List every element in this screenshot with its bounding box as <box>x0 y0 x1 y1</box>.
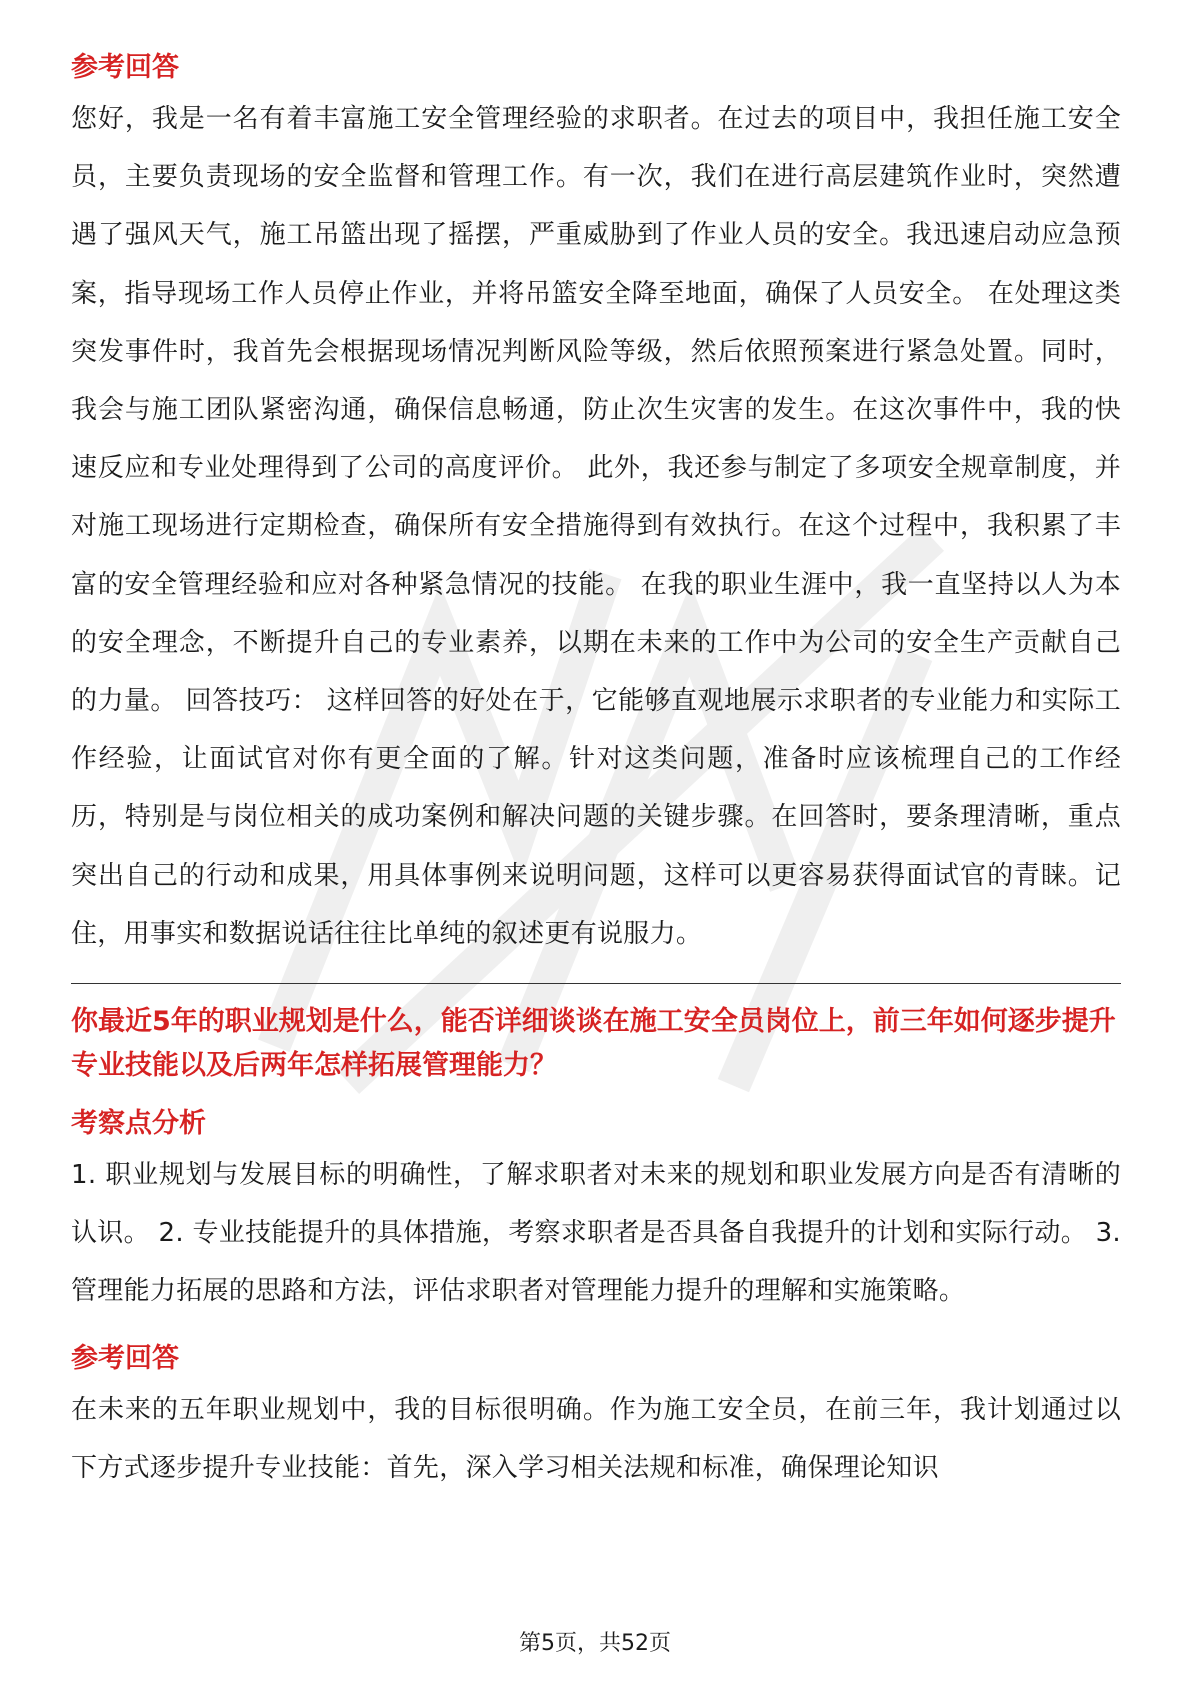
reference-answer-body: 您好，我是一名有着丰富施工安全管理经验的求职者。在过去的项目中，我担任施工安全员，主要负责现场的安全监督和管理工作。有一次，我们在进行高层建筑作业时，突然遭遇了强风天气，施工吊篮出现了摇摆，严重威胁到了作业人员的安全。我迅速启动应急预案，指导现场工作人员停止作业，并将吊篮安全降至地面，确保了人员安全。 在处理这类突发事件时，我首先会根据现场情况判断风险等级，然后依照预案进行紧急处置。同时，我会与施工团队紧密沟通，确保信息畅通，防止次生灾害的发生。在这次事件中，我的快速反应和专业处理得到了公司的高度评价。 此外，我还参与制定了多项安全规章制度，并对施工现场进行定期检查，确保所有安全措施得到有效执行。在这个过程中，我积累了丰富的安全管理经验和应对各种紧急情况的技能。 在我的职业生涯中，我一直坚持以人为本的安全理念，不断提升自己的专业素养，以期在未来的工作中为公司的安全生产贡献自己的力量。 回答技巧： 这样回答的好处在于，它能够直观地展示求职者的专业能力和实际工作经验，让面试官对你有更全面的了解。针对这类问题，准备时应该梳理自己的工作经历，特别是与岗位相关的成功案例和解决问题的关键步骤。在回答时，要条理清晰，重点突出自己的行动和成果，用具体事例来说明问题，这样可以更容易获得面试官的青睐。记住，用事实和数据说话往往比单纯的叙述更有说服力。 <box>71 104 1121 949</box>
reference-answer-heading-2: 参考回答 <box>71 1342 179 1374</box>
section-divider <box>71 983 1121 984</box>
analysis-heading: 考察点分析 <box>71 1108 206 1140</box>
interview-question: 你最近5年的职业规划是什么，能否详细谈谈在施工安全员岗位上，前三年如何逐步提升专业技能以及后两年怎样拓展管理能力？ <box>71 1006 1116 1082</box>
document-page <box>71 48 1121 1497</box>
analysis-body: 1. 职业规划与发展目标的明确性，了解求职者对未来的规划和职业发展方向是否有清晰的认识。 2. 专业技能提升的具体措施，考察求职者是否具备自我提升的计划和实际行动。 3. 管理能力拓展的思路和方法，评估求职者对管理能力提升的理解和实施策略。 <box>71 1160 1121 1307</box>
page-number: 第5页，共52页 <box>519 1631 671 1656</box>
reference-answer-body-2: 在未来的五年职业规划中，我的目标很明确。作为施工安全员，在前三年，我计划通过以下方式逐步提升专业技能：首先，深入学习相关法规和标准，确保理论知识 <box>71 1394 1121 1483</box>
reference-answer-heading: 参考回答 <box>71 52 179 83</box>
